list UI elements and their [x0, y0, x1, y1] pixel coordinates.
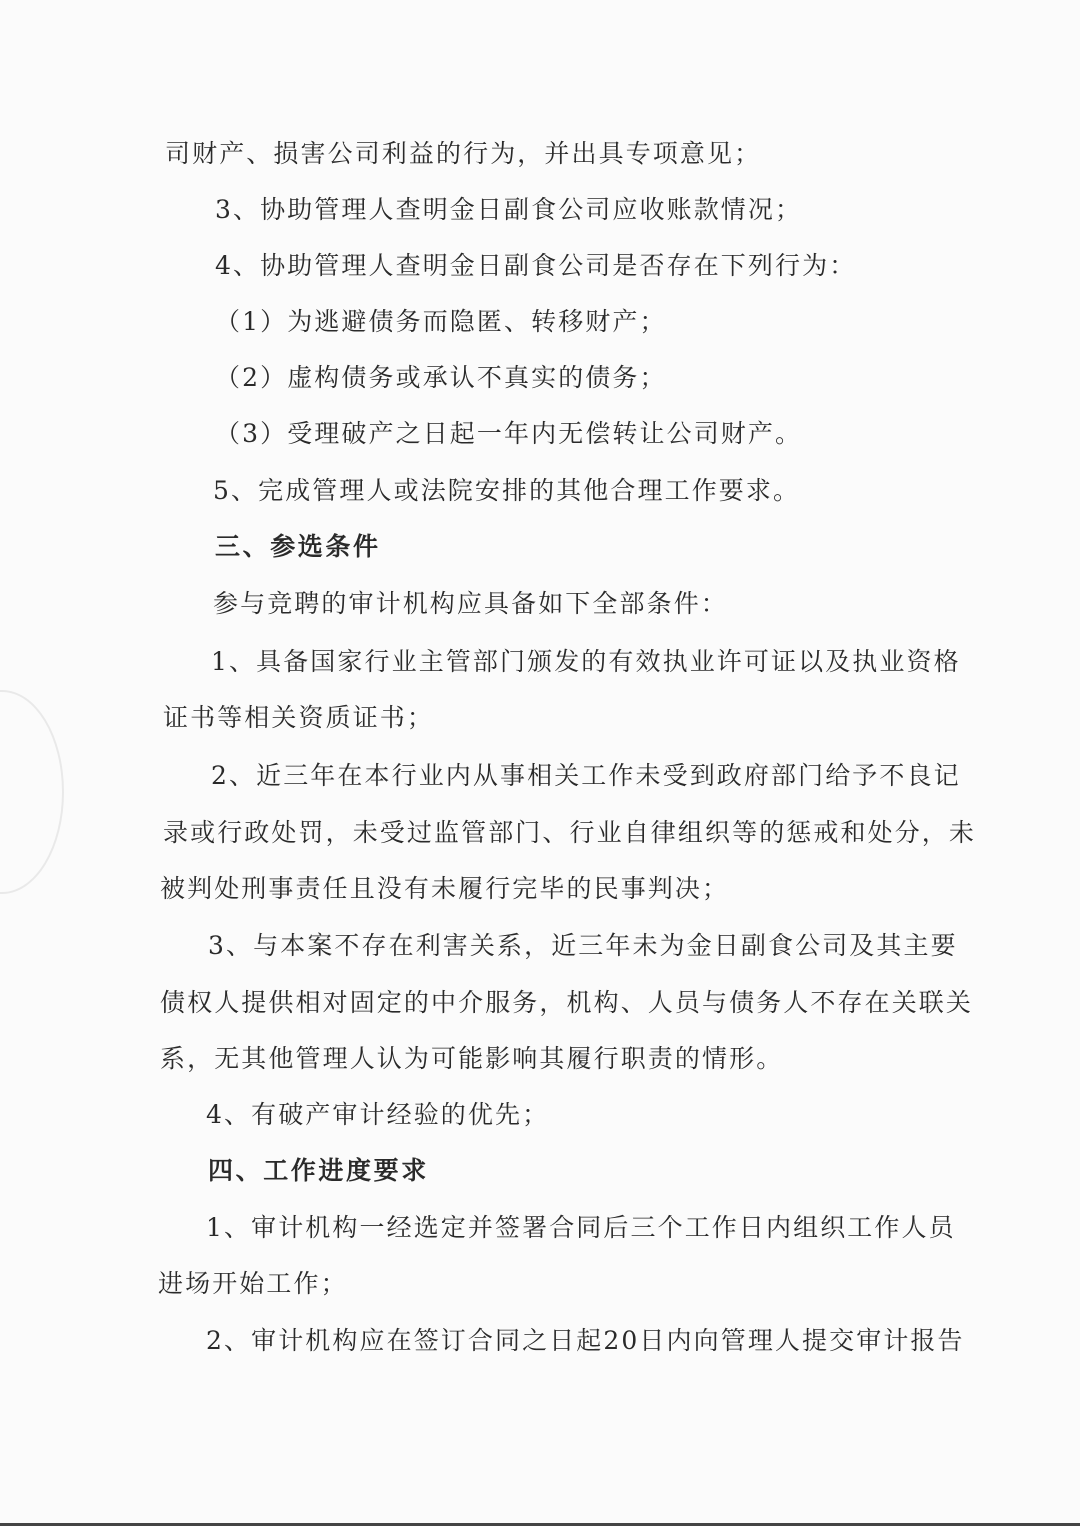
- paragraph-line: 1、审计机构一经选定并签署合同后三个工作日内组织工作人员: [206, 1213, 956, 1242]
- paragraph-line: 2、近三年在本行业内从事相关工作未受到政府部门给予不良记: [211, 761, 961, 790]
- paragraph-line: 进场开始工作；: [158, 1269, 348, 1298]
- paragraph-line: 4、有破产审计经验的优先；: [206, 1100, 550, 1129]
- paragraph-line: 债权人提供相对固定的中介服务，机构、人员与债务人不存在关联关: [160, 988, 974, 1017]
- paragraph-line: 证书等相关资质证书；: [163, 703, 435, 732]
- paragraph-line: 4、协助管理人查明金日副食公司是否存在下列行为：: [215, 251, 857, 280]
- paragraph-line: （1）为逃避债务而隐匿、转移财产；: [215, 307, 667, 336]
- section-heading: 四、工作进度要求: [208, 1156, 429, 1185]
- paragraph-line: 被判处刑事责任且没有未履行完毕的民事判决；: [160, 874, 730, 903]
- paragraph-line: 参与竞聘的审计机构应具备如下全部条件：: [213, 589, 728, 618]
- paragraph-line: （3）受理破产之日起一年内无偿转让公司财产。: [215, 419, 803, 448]
- paragraph-line: 3、协助管理人查明金日副食公司应收账款情况；: [215, 195, 803, 224]
- paragraph-line: 3、与本案不存在利害关系，近三年未为金日副食公司及其主要: [208, 931, 958, 960]
- paragraph-line: 2、审计机构应在签订合同之日起20日内向管理人提交审计报告: [206, 1326, 965, 1355]
- paragraph-line: （2）虚构债务或承认不真实的债务；: [215, 363, 667, 392]
- paragraph-line: 录或行政处罚，未受过监管部门、行业自律组织等的惩戒和处分，未: [163, 818, 977, 847]
- paragraph-line: 1、具备国家行业主管部门颁发的有效执业许可证以及执业资格: [211, 647, 961, 676]
- paragraph-line: 司财产、损害公司利益的行为，并出具专项意见；: [165, 139, 762, 168]
- section-heading: 三、参选条件: [215, 532, 381, 561]
- page-stain: [0, 690, 64, 894]
- paragraph-line: 5、完成管理人或法院安排的其他合理工作要求。: [213, 476, 801, 505]
- paragraph-line: 系，无其他管理人认为可能影响其履行职责的情形。: [160, 1044, 784, 1073]
